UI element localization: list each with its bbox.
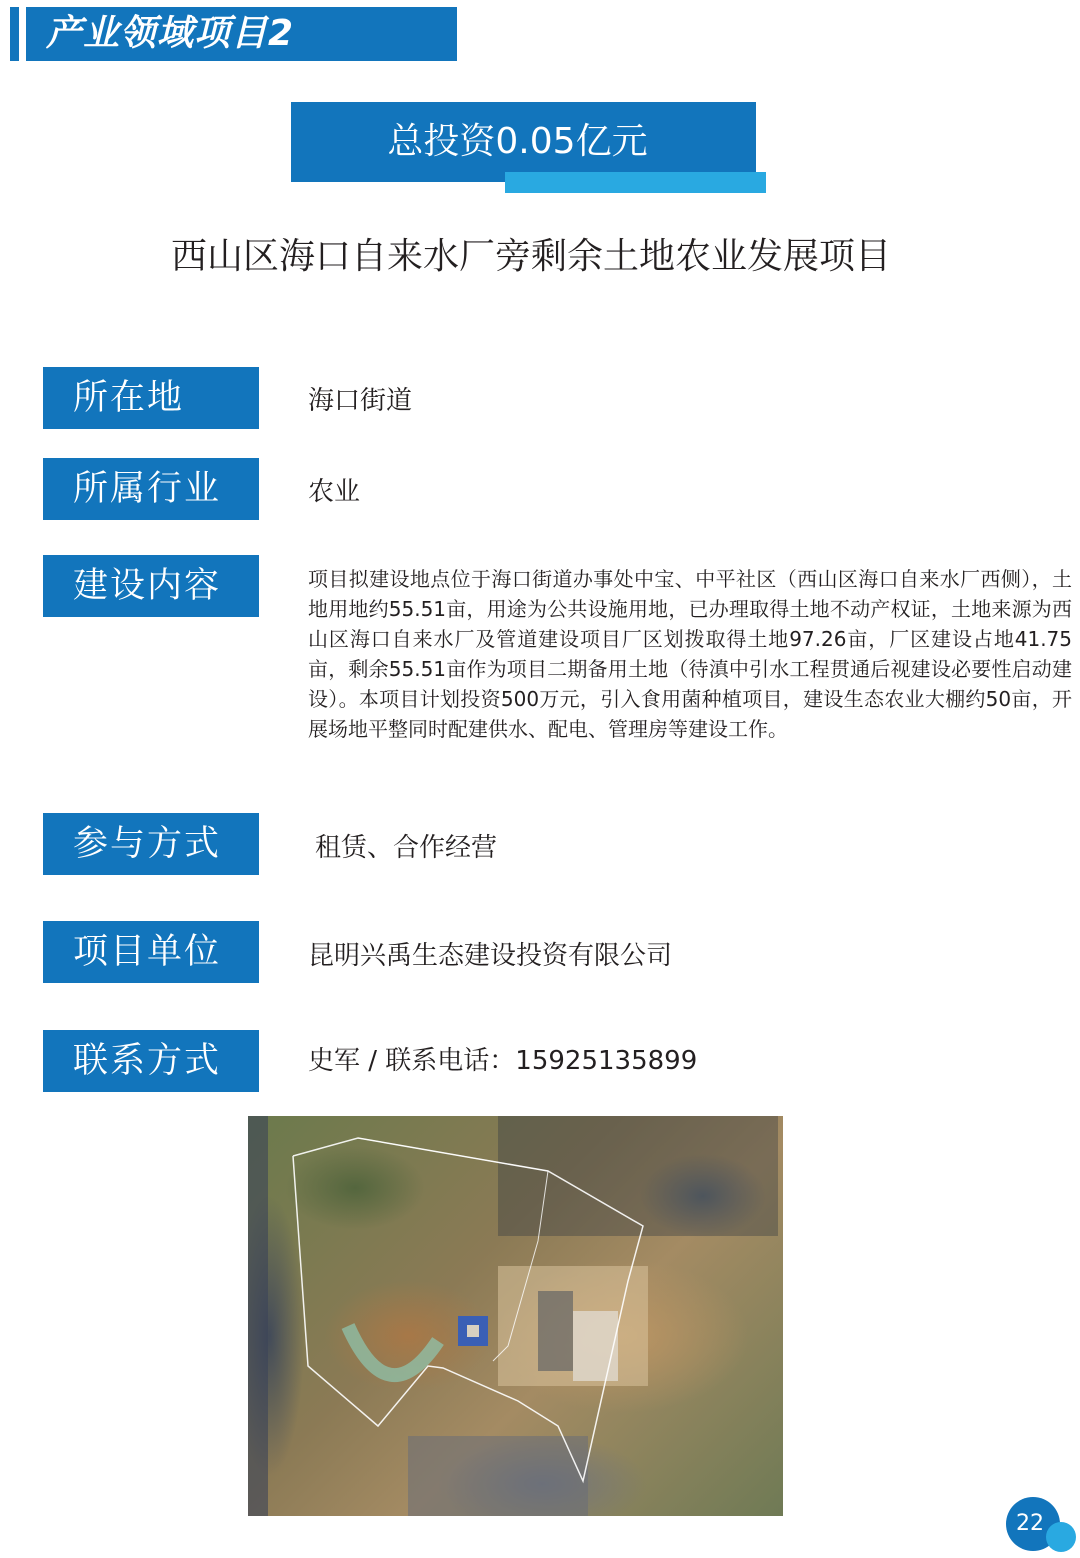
value-project-unit: 昆明兴禹生态建设投资有限公司	[308, 941, 673, 971]
label-project-unit: 项目单位	[43, 921, 259, 983]
value-industry: 农业	[308, 477, 361, 507]
section-title: 产业领域项目2	[26, 7, 457, 61]
value-location: 海口街道	[308, 386, 413, 416]
page-number-accent-dot	[1046, 1522, 1076, 1552]
value-construction-content: 项目拟建设地点位于海口街道办事处中宝、中平社区（西山区海口自来水厂西侧），土地用地约55.51亩，用途为公共设施用地，已办理取得土地不动产权证，土地来源为西山区海口自来水厂及管道建设项目厂区划拨取得土地97.26亩，厂区建设占地41.75亩，剩余55.51亩作为项目二期备用土地（待滇中引水工程贯通后视建设必要性启动建设）。本项目计划投资500万元，引入食用菌种植项目，建设生态农业大棚约50亩，开展场地平整同时配建供水、配电、管理房等建设工作。	[308, 567, 1072, 741]
label-construction-content: 建设内容	[43, 555, 259, 617]
header-accent-bar	[10, 7, 19, 61]
label-location: 所在地	[43, 367, 259, 429]
investment-accent-bar	[505, 172, 766, 193]
label-contact: 联系方式	[43, 1030, 259, 1092]
label-participation-mode: 参与方式	[43, 813, 259, 875]
satellite-site-map	[248, 1116, 783, 1516]
site-boundary-overlay	[248, 1116, 783, 1516]
total-investment-badge: 总投资0.05亿元	[291, 102, 756, 182]
page-number: 22	[1006, 1497, 1060, 1551]
label-industry: 所属行业	[43, 458, 259, 520]
project-title: 西山区海口自来水厂旁剩余土地农业发展项目	[170, 236, 891, 277]
value-contact: 史军 / 联系电话：15925135899	[308, 1046, 698, 1076]
value-participation-mode: 租赁、合作经营	[315, 833, 498, 863]
